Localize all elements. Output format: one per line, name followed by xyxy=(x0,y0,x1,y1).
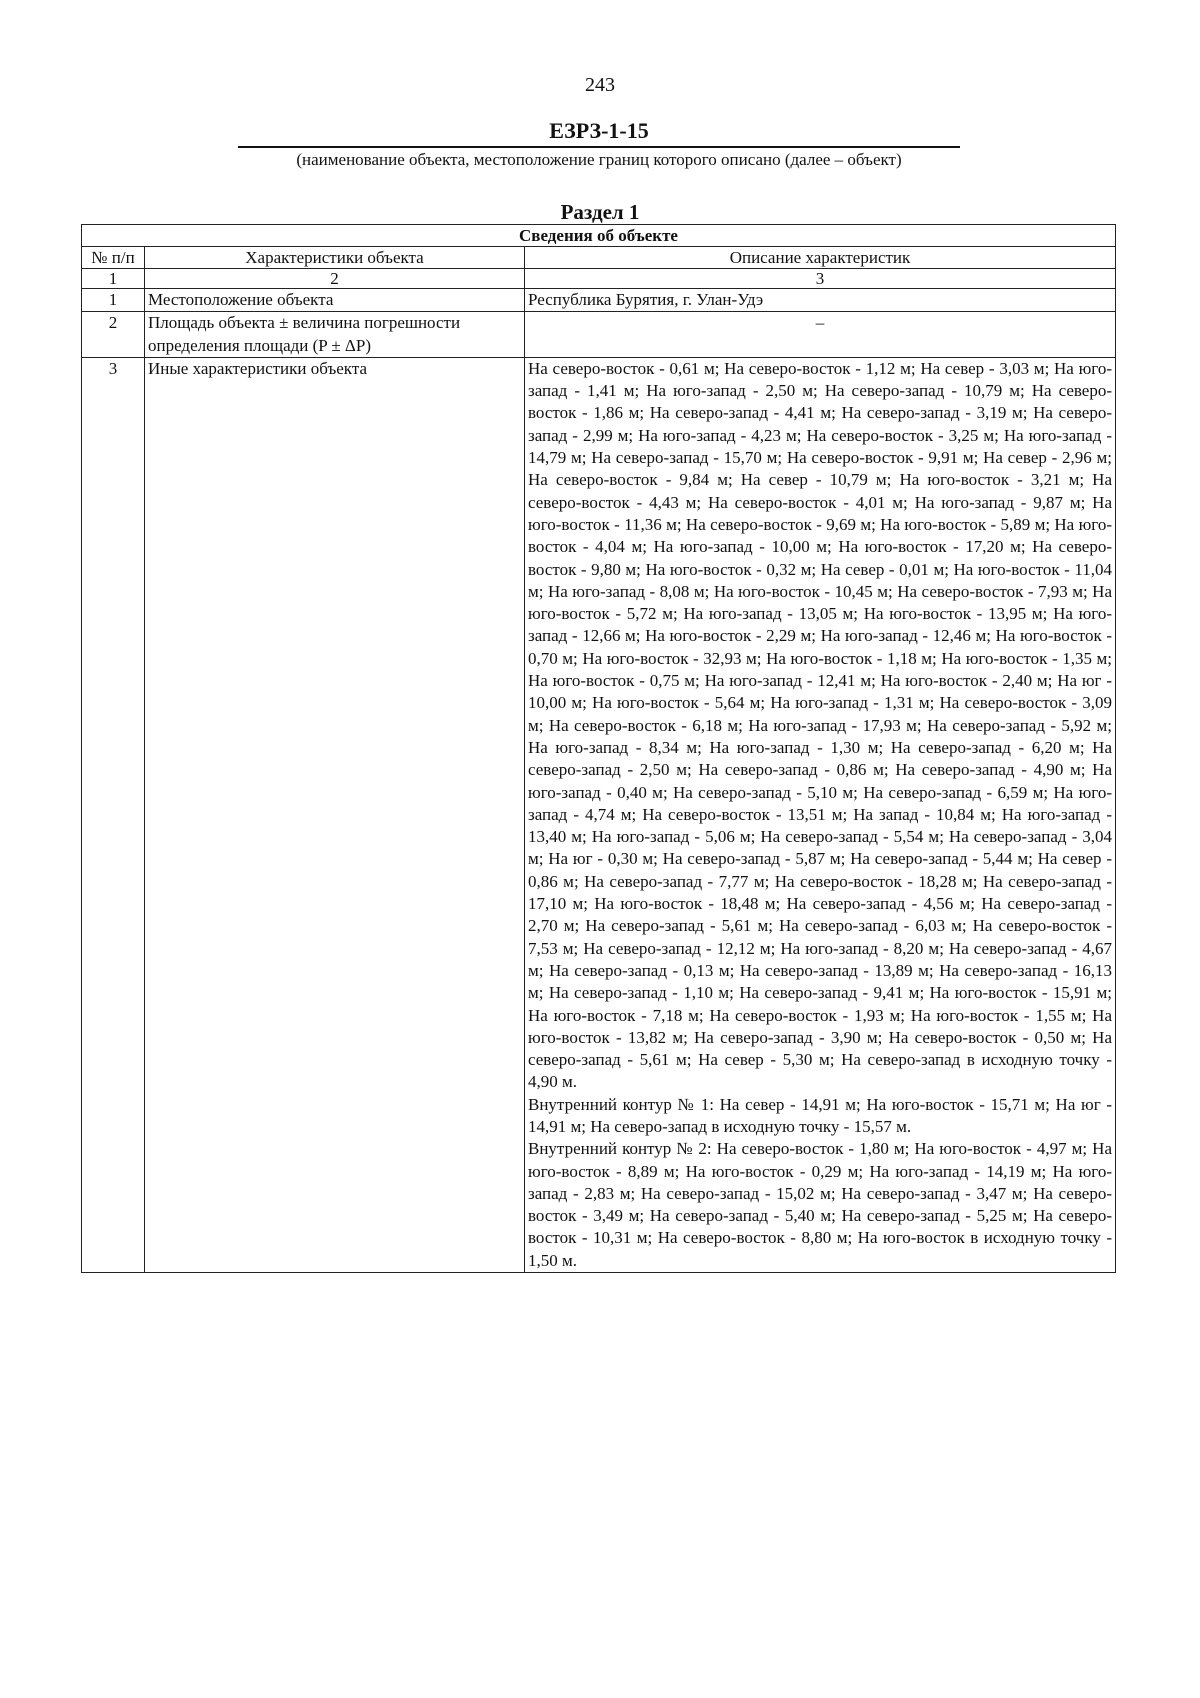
table-caption: Сведения об объекте xyxy=(82,225,1116,247)
row-characteristic: Иные характеристики объекта xyxy=(145,357,525,1272)
row-description: Республика Бурятия, г. Улан-Удэ xyxy=(525,289,1116,312)
column-number: 2 xyxy=(145,269,525,289)
row-characteristic: Местоположение объекта xyxy=(145,289,525,312)
boundary-description-inner-1: Внутренний контур № 1: На север - 14,91 м; На юго-восток - 15,71 м; На юг - 14,91 м; На северо-запад в исходную точку - 15,57 м. xyxy=(528,1094,1112,1136)
page-number: 243 xyxy=(585,74,615,96)
column-number: 3 xyxy=(525,269,1116,289)
row-number: 3 xyxy=(82,357,145,1272)
boundary-description-inner-2: Внутренний контур № 2: На северо-восток - 1,80 м; На юго-восток - 4,97 м; На юго-восток - 8,89 м; На юго-восток - 0,29 м; На юго-запад - 14,19 м; На юго-запад - 2,83 м; На северо-запад - 15,02 м; На северо-запад - 3,47 м; На северо-восток - 3,49 м; На северо-запад - 5,40 м; На северо-запад - 5,25 м; На северо-восток - 10,31 м; На северо-восток - 8,80 м; На юго-восток в исходную точку - 1,50 м. xyxy=(528,1139,1112,1270)
row-number: 2 xyxy=(82,312,145,358)
object-title-block xyxy=(238,118,960,170)
object-name-caption: (наименование объекта, местоположение границ которого описано (далее – объект) xyxy=(296,150,902,169)
row-characteristic: Площадь объекта ± величина погрешности определения площади (P ± ΔP) xyxy=(145,312,525,358)
table-caption-row xyxy=(82,225,1116,247)
section-title: Раздел 1 xyxy=(560,200,640,224)
row-number: 1 xyxy=(82,289,145,312)
table-header-row xyxy=(82,247,1116,269)
row-description xyxy=(525,357,1116,1272)
table-row xyxy=(82,312,1116,358)
boundary-description-outer: На северо-восток - 0,61 м; На северо-восток - 1,12 м; На север - 3,03 м; На юго-запад - 1,41 м; На юго-запад - 2,50 м; На северо-запад - 10,79 м; На северо-восток - 1,86 м; На северо-запад - 4,41 м; На северо-запад - 3,19 м; На северо-запад - 2,99 м; На юго-запад - 4,23 м; На северо-восток - 3,25 м; На юго-запад - 14,79 м; На северо-запад - 15,70 м; На северо-восток - 9,91 м; На север - 2,96 м; На северо-восток - 9,84 м; На север - 10,79 м; На юго-восток - 3,21 м; На северо-восток - 4,43 м; На северо-восток - 4,01 м; На юго-запад - 9,87 м; На юго-восток - 11,36 м; На северо-восток - 9,69 м; На юго-восток - 5,89 м; На юго-восток - 4,04 м; На юго-запад - 10,00 м; На юго-восток - 17,20 м; На северо-восток - 9,80 м; На юго-восток - 0,32 м; На север - 0,01 м; На юго-восток - 11,04 м; На юго-запад - 8,08 м; На юго-восток - 10,45 м; На северо-восток - 7,93 м; На юго-восток - 5,72 м; На юго-запад - 13,05 м; На юго-восток - 13,95 м; На юго-запад - 12,66 м; На юго-восток - 2,29 м; На юго-запад - 12,46 м; На юго-восток - 0,70 м; На юго-восток - 32,93 м; На юго-восток - 1,18 м; На юго-восток - 1,35 м; На юго-восток - 0,75 м; На юго-запад - 12,41 м; На юго-восток - 2,40 м; На юг - 10,00 м; На юго-восток - 5,64 м; На юго-запад - 1,31 м; На северо-восток - 3,09 м; На северо-восток - 6,18 м; На юго-запад - 17,93 м; На северо-запад - 5,92 м; На юго-запад - 8,34 м; На юго-запад - 1,30 м; На северо-запад - 6,20 м; На северо-запад - 2,50 м; На северо-запад - 0,86 м; На северо-запад - 4,90 м; На юго-запад - 0,40 м; На северо-запад - 5,10 м; На северо-запад - 6,59 м; На юго-запад - 4,74 м; На северо-восток - 13,51 м; На запад - 10,84 м; На юго-запад - 13,40 м; На юго-запад - 5,06 м; На северо-запад - 5,54 м; На северо-запад - 3,04 м; На юг - 0,30 м; На северо-запад - 5,87 м; На северо-запад - 5,44 м; На север - 0,86 м; На северо-запад - 7,77 м; На северо-восток - 18,28 м; На северо-запад - 17,10 м; На юго-восток - 18,48 м; На северо-запад - 4,56 м; На северо-запад - 2,70 м; На северо-запад - 5,61 м; На северо-запад - 6,03 м; На северо-восток - 7,53 м; На северо-запад - 12,12 м; На юго-запад - 8,20 м; На северо-запад - 4,67 м; На северо-запад - 0,13 м; На северо-запад - 13,89 м; На северо-запад - 16,13 м; На северо-запад - 1,10 м; На северо-запад - 9,41 м; На юго-восток - 15,91 м; На юго-восток - 7,18 м; На северо-восток - 1,93 м; На юго-восток - 1,55 м; На юго-восток - 13,82 м; На северо-запад - 3,90 м; На северо-восток - 0,50 м; На северо-запад - 5,61 м; На север - 5,30 м; На северо-запад в исходную точку - 4,90 м. xyxy=(528,358,1112,1092)
object-name-underline xyxy=(238,146,960,148)
column-number-row xyxy=(82,269,1116,289)
object-info-table xyxy=(81,224,1116,1273)
table-row xyxy=(82,289,1116,312)
header-description: Описание характеристик xyxy=(525,247,1116,269)
header-characteristic: Характеристики объекта xyxy=(145,247,525,269)
header-number: № п/п xyxy=(82,247,145,269)
row-description: – xyxy=(525,312,1116,358)
column-number: 1 xyxy=(82,269,145,289)
object-name: ЕЗРЗ-1-15 xyxy=(549,118,649,143)
table-row xyxy=(82,357,1116,1272)
